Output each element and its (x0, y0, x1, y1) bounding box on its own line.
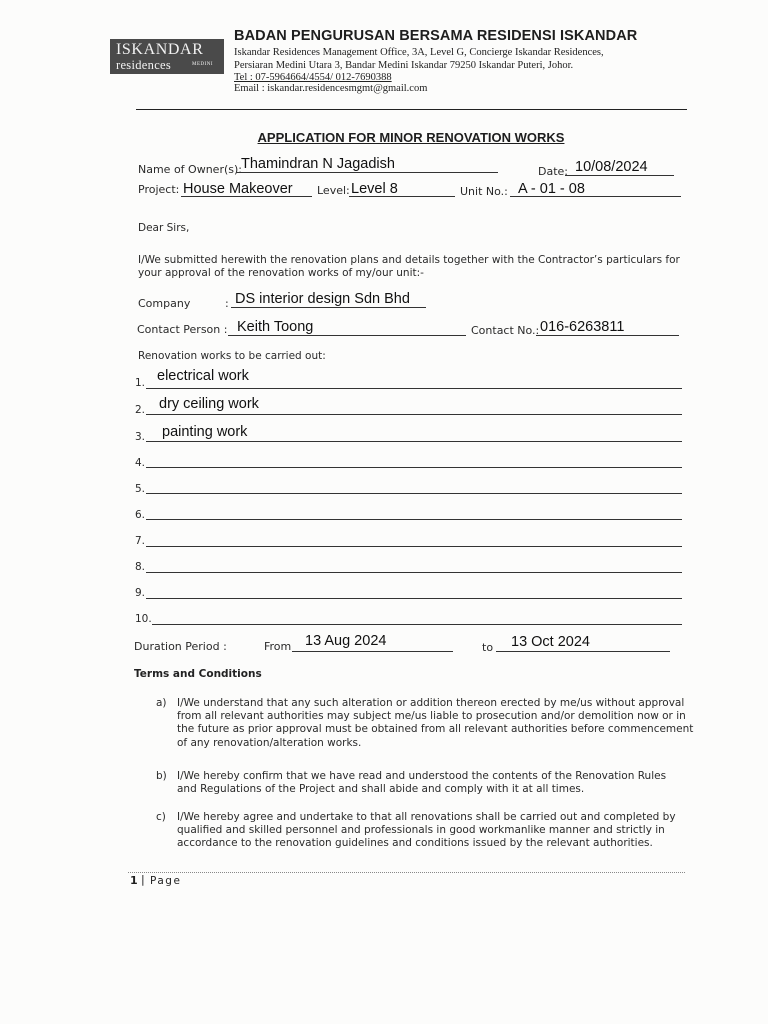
iskandar-residences-logo (110, 39, 224, 74)
header-divider (136, 109, 687, 110)
term-letter: a) (156, 697, 167, 709)
project-value: House Makeover (183, 181, 293, 197)
owner-underline (236, 172, 498, 173)
company-colon: : (225, 297, 229, 310)
company-underline (231, 307, 426, 308)
term-text (177, 697, 697, 750)
contact-no-label: Contact No.: (471, 324, 540, 337)
page-number: 1 (130, 874, 138, 887)
to-value: 13 Oct 2024 (511, 634, 590, 650)
work-item-underline (146, 414, 682, 415)
address-line-1: Iskandar Residences Management Office, 3A, Level G, Concierge Iskandar Residences, (234, 47, 604, 58)
term-line: I/We hereby confirm that we have read and understood the contents of the Renovation Rules (177, 770, 667, 782)
work-item-number: 4. (135, 457, 146, 469)
work-item-number: 2. (135, 404, 146, 416)
from-underline (292, 651, 453, 652)
work-item-number: 8. (135, 561, 146, 573)
from-value: 13 Aug 2024 (305, 633, 387, 649)
level-value: Level 8 (351, 181, 398, 197)
work-item-number: 10. (135, 613, 152, 625)
term-line: I/We hereby agree and undertake to that all renovations shall be carried out and completed by (177, 811, 676, 823)
project-underline (181, 196, 312, 197)
work-item-number: 5. (135, 483, 146, 495)
term-letter: b) (156, 770, 167, 782)
work-item-value: electrical work (157, 368, 249, 384)
term-line: qualified and skilled personnel and professionals in good workmanlike manner and strictly in (177, 824, 665, 837)
unit-underline (510, 196, 681, 197)
term-line: I/We understand that any such alteration or addition thereon erected by me/us without approval (177, 697, 685, 709)
logo-line-1: ISKANDAR (116, 41, 204, 58)
salutation: Dear Sirs, (138, 222, 190, 234)
intro-line-1: I/We submitted herewith the renovation plans and details together with the Contractor’s particulars for (138, 254, 680, 266)
form-title: APPLICATION FOR MINOR RENOVATION WORKS (257, 130, 565, 145)
to-label: to (482, 641, 494, 654)
date-underline (565, 175, 674, 176)
works-label: Renovation works to be carried out: (138, 350, 326, 362)
duration-label: Duration Period : (134, 640, 227, 653)
work-item-number: 9. (135, 587, 146, 599)
logo-line-3: MEDINI (192, 62, 214, 67)
contact-person-label: Contact Person : (137, 323, 228, 336)
work-item-value: painting work (162, 424, 248, 440)
terms-heading: Terms and Conditions (134, 668, 262, 680)
level-underline (349, 196, 455, 197)
work-item-underline (146, 519, 682, 520)
date-value: 10/08/2024 (575, 159, 648, 175)
work-item-number: 3. (135, 431, 146, 443)
work-item-number: 6. (135, 509, 146, 521)
contact-person-underline (228, 335, 466, 336)
page-label: Page (150, 875, 182, 887)
company-value: DS interior design Sdn Bhd (235, 291, 410, 307)
work-item-underline (146, 598, 682, 599)
logo-line-2: residences (116, 58, 172, 72)
telephone-numbers: Tel : 07-5964664/4554/ 012-7690388 (234, 72, 392, 83)
term-line: accordance to the renovation guidelines and conditions issued by the relevant authorities. (177, 837, 653, 850)
contact-no-value: 016-6263811 (540, 319, 625, 335)
work-item-underline (146, 572, 682, 573)
page-separator: | (141, 873, 145, 886)
company-label: Company (138, 297, 191, 310)
footer-divider (128, 872, 685, 873)
owner-label: Name of Owner(s): (138, 163, 242, 176)
work-item-underline (146, 493, 682, 494)
work-item-underline (146, 388, 682, 389)
date-label: Date: (538, 165, 568, 178)
work-item-underline (146, 546, 682, 547)
intro-line-2: your approval of the renovation works of my/our unit:- (138, 267, 424, 279)
term-text (177, 770, 697, 796)
owner-value: Thamindran N Jagadish (241, 156, 395, 172)
term-line: from all relevant authorities may subject me/us liable to prosecution and/or demolition now or in (177, 710, 686, 723)
organization-name: BADAN PENGURUSAN BERSAMA RESIDENSI ISKANDAR (234, 28, 638, 44)
work-item-number: 7. (135, 535, 146, 547)
level-label: Level: (317, 184, 350, 197)
term-line: of any renovation/alteration works. (177, 736, 362, 749)
project-label: Project: (138, 183, 180, 196)
work-item-underline (152, 624, 682, 625)
term-line: the future as prior approval must be obtained from all relevant authorities before commencement (177, 723, 694, 736)
address-line-2: Persiaran Medini Utara 3, Bandar Medini Iskandar 79250 Iskandar Puteri, Johor. (234, 60, 574, 71)
contact-person-value: Keith Toong (237, 319, 314, 335)
term-line: and Regulations of the Project and shall abide and comply with it at all times. (177, 783, 585, 796)
work-item-underline (146, 441, 682, 442)
email-address: Email : iskandar.residencesmgmt@gmail.com (234, 83, 428, 94)
to-underline (496, 651, 670, 652)
term-letter: c) (156, 811, 166, 823)
contact-no-underline (536, 335, 679, 336)
from-label: From (264, 640, 292, 653)
term-text (177, 811, 697, 851)
unit-value: A - 01 - 08 (518, 181, 585, 197)
work-item-value: dry ceiling work (159, 396, 259, 412)
work-item-underline (146, 467, 682, 468)
unit-label: Unit No.: (460, 185, 508, 198)
work-item-number: 1. (135, 377, 146, 389)
